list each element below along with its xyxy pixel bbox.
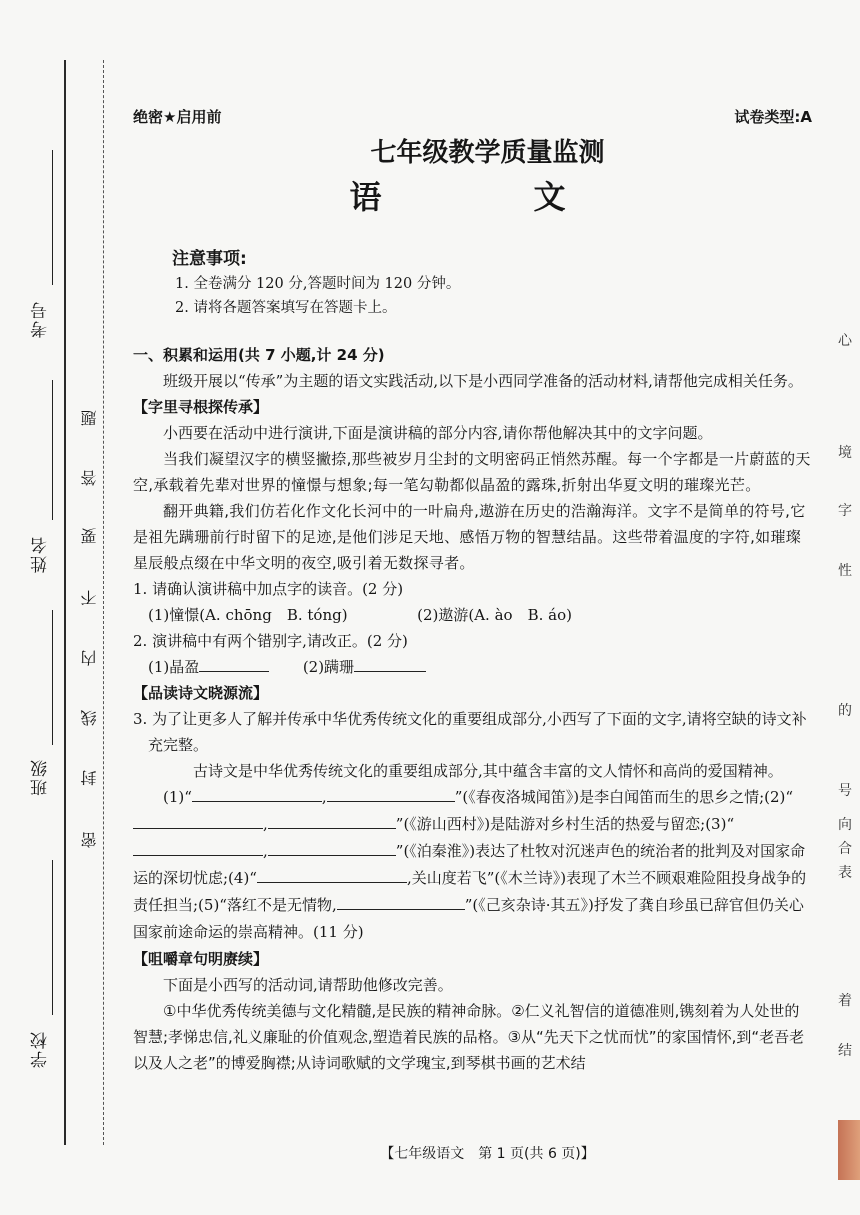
edge-fragment: 心 [838, 333, 852, 349]
section-1 [133, 342, 813, 1076]
answer-blank[interactable] [133, 812, 263, 829]
seal-char: 答 [80, 470, 99, 486]
question-1-options [133, 602, 813, 628]
school-label: 学校 [31, 1030, 51, 1068]
part-title: 【咀嚼章句明赓续】 [133, 950, 269, 968]
question-1: 1. 请确认演讲稿中加点字的读音。(2 分) [133, 580, 404, 598]
part-intro: 小西要在活动中进行演讲,下面是演讲稿的部分内容,请你帮他解决其中的文字问题。 [163, 424, 713, 442]
part-title: 【字里寻根探传承】 [133, 398, 269, 416]
paper-type: 试卷类型:A [734, 108, 812, 126]
class-label: 班级 [31, 758, 51, 796]
class-blank [52, 610, 53, 745]
edge-stain [838, 1120, 860, 1180]
edge-fragment: 性 [838, 563, 852, 579]
question-2-options [133, 654, 813, 680]
edge-fragment: 着 [838, 993, 852, 1009]
option: (2)蹒珊 [302, 658, 355, 676]
notice-item: 2. 请将各题答案填写在答题卡上。 [175, 300, 397, 316]
seal-char: 密 [80, 832, 99, 848]
notice-item: 1. 全卷满分 120 分,答题时间为 120 分钟。 [175, 276, 461, 292]
edge-fragment: 字 [838, 503, 852, 519]
binding-line-seal [103, 60, 104, 1145]
seal-char: 封 [80, 770, 99, 786]
answer-blank[interactable] [337, 893, 465, 910]
part-title: 【品读诗文晓源流】 [133, 684, 269, 702]
notice-title: 注意事项: [172, 249, 247, 269]
answer-blank[interactable] [192, 785, 322, 802]
seal-char: 不 [80, 590, 99, 606]
question-2: 2. 演讲稿中有两个错别字,请改正。(2 分) [133, 632, 408, 650]
answer-blank[interactable] [354, 655, 426, 672]
answer-blank[interactable] [257, 866, 407, 883]
speech-paragraph: 当我们凝望汉字的横竖撇捺,那些被岁月尘封的文明密码正悄然苏醒。每一个字都是一片蔚蓝的天空,承载着先辈对世界的憧憬与想象;每一笔勾勒都似晶盈的露珠,折射出华夏文明的璀璨光芒。 [133, 450, 811, 494]
subject-title: 语 文 [349, 178, 626, 216]
name-blank [52, 380, 53, 520]
binding-line-outer [64, 60, 66, 1145]
exam-number-label: 考号 [31, 300, 51, 338]
answer-blank[interactable] [327, 785, 455, 802]
seal-char: 内 [80, 650, 99, 666]
confidential-mark: 绝密★启用前 [133, 108, 222, 126]
answer-blank[interactable] [268, 812, 396, 829]
question-3: 3. 为了让更多人了解并传承中华优秀传统文化的重要组成部分,小西写了下面的文字,请将空缺的诗文补充完整。 [133, 710, 807, 754]
section-intro: 班级开展以“传承”为主题的语文实践活动,以下是小西同学准备的活动材料,请帮他完成相关任务。 [163, 372, 803, 390]
edge-fragment: 合 [838, 841, 852, 857]
edge-fragment: 结 [838, 1043, 852, 1059]
edge-fragment: 号 [838, 783, 852, 799]
answer-blank[interactable] [268, 839, 396, 856]
exam-title: 七年级教学质量监测 [370, 138, 605, 168]
school-blank [52, 860, 53, 1015]
name-label: 姓名 [31, 535, 51, 573]
seal-char: 要 [80, 528, 99, 544]
edge-fragment: 境 [838, 445, 852, 461]
question-4-intro: 下面是小西写的活动词,请帮助他修改完善。 [163, 976, 453, 994]
option: (1)憧憬(A. chōng B. tóng) [148, 606, 348, 624]
edge-fragment: 的 [838, 703, 852, 719]
page-footer: 【七年级语文 第 1 页(共 6 页)】 [380, 1146, 595, 1162]
seal-char: 题 [80, 410, 99, 426]
option: (2)遨游(A. ào B. áo) [417, 606, 572, 624]
answer-blank[interactable] [199, 655, 269, 672]
section-heading: 一、积累和运用(共 7 小题,计 24 分) [133, 346, 385, 364]
answer-blank[interactable] [133, 839, 263, 856]
speech-paragraph: 翻开典籍,我们仿若化作文化长河中的一叶扁舟,遨游在历史的浩瀚海洋。文字不是简单的符号,它是祖先蹒珊前行时留下的足迹,是他们涉足天地、感悟万物的智慧结晶。这些带着温度的字符,如璀璨星辰般点缀在中华文明的夜空,吸引着无数探寻者。 [133, 502, 806, 572]
question-3-lead: 古诗文是中华优秀传统文化的重要组成部分,其中蕴含丰富的文人情怀和高尚的爱国精神。 [193, 762, 783, 780]
seal-char: 线 [80, 710, 99, 726]
question-4-text: ①中华优秀传统美德与文化精髓,是民族的精神命脉。②仁义礼智信的道德准则,镌刻着为人处世的智慧;孝悌忠信,礼义廉耻的价值观念,塑造着民族的品格。③从“先天下之忧而忧”的家国情怀,到“老吾老以及人之老”的博爱胸襟;从诗词歌赋的文学瑰宝,到琴棋书画的艺术结 [133, 1002, 805, 1072]
question-3-fill: (1)“ , ”(《春夜洛城闻笛》)是李白闻笛而生的思乡之情;(2)“, ”(《游山西村》)是陆游对乡村生活的热爱与留恋;(3)“, ”(《泊秦淮》)表达了杜牧对沉迷声色的统治者的批判及对国家命运的深切忧虑;(4)“ ,关山度若飞”(《木兰诗》)表现了木兰不顾艰难险阻投身战争的责任担当;(5)“落红不是无情物, ”(《己亥杂诗·其五》)抒发了龚自珍虽已辞官但仍关心国家前途命运的崇高精神。(11 分) [133, 784, 813, 946]
option: (1)晶盈 [148, 658, 200, 676]
edge-fragment: 表 [838, 865, 852, 881]
edge-fragment: 向 [838, 817, 852, 833]
